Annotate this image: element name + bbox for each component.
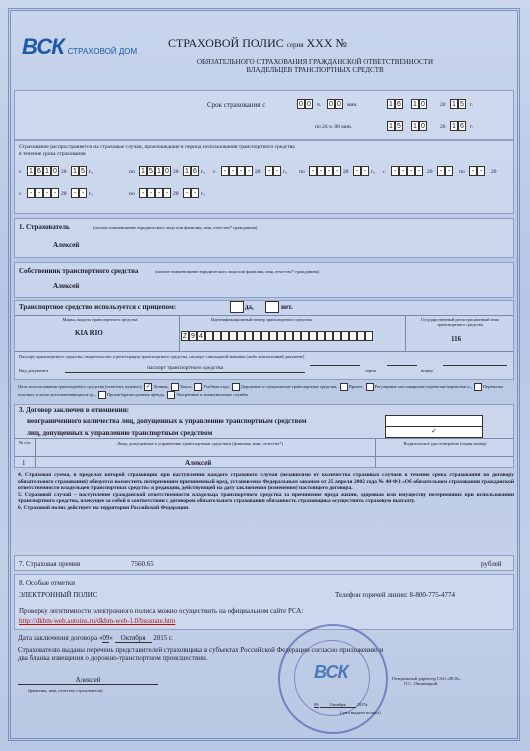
purpose-option: Прочее, bbox=[348, 384, 364, 390]
period3-from-year bbox=[437, 166, 453, 176]
trailer-yes-checkbox[interactable] bbox=[230, 301, 244, 313]
term-minutes bbox=[327, 99, 343, 109]
period-text bbox=[19, 144, 499, 157]
digit: - bbox=[221, 166, 229, 176]
period1-from-year bbox=[71, 166, 87, 176]
period3-to bbox=[469, 166, 485, 176]
term-5: 5. Страховой случай – наступление гражданской ответственности владельца транспортного средства за причинение вреда жизни, здоровью или имуществу потерпевших при использовании транспортного средства, влекущее за собой в соответствии с договором обязательного страхования обязанность страховщика осуществить страховую выплату. bbox=[18, 491, 514, 504]
term-end-label: по 24 ч. 00 мин. bbox=[315, 124, 353, 130]
policy-subtitle bbox=[170, 58, 460, 74]
purpose-checkbox[interactable] bbox=[232, 383, 240, 391]
owner-section bbox=[14, 262, 514, 298]
series-value: ХХХ bbox=[306, 36, 333, 50]
period4-to-year bbox=[183, 188, 199, 198]
signing-text: Страхователю выданы перечень представителей страховщика в субъектах Российской Федерации согласно приложению и два бланка извещения о дорожно-транспортном происшествии. bbox=[18, 646, 384, 662]
period4-from-year bbox=[71, 188, 87, 198]
digit: - bbox=[407, 166, 415, 176]
owner-name: Алексей bbox=[53, 282, 80, 290]
reg-label: Государственный регистрационный знак транспортного средства bbox=[420, 317, 500, 327]
col-no-header: № п/п bbox=[19, 440, 31, 445]
issue-year: 2015г. bbox=[356, 702, 369, 707]
col-license-header: Водительское удостоверение (серия номер) bbox=[403, 441, 487, 446]
issue-month: Октября bbox=[320, 702, 356, 708]
digit: 0 bbox=[163, 166, 171, 176]
year-suffix: г., bbox=[89, 169, 94, 175]
digit: - bbox=[415, 166, 423, 176]
doc-number-label: номер bbox=[421, 368, 433, 373]
purpose-checkbox[interactable] bbox=[474, 383, 482, 391]
date-label: Дата заключения договора « bbox=[18, 634, 103, 642]
notes-label: 8. Особые отметки bbox=[19, 579, 75, 587]
drivers-limited: лиц, допущенных к управлению транспортным средством bbox=[27, 429, 213, 437]
digit: - bbox=[245, 166, 253, 176]
year-prefix: 20 bbox=[440, 102, 446, 108]
policy-title bbox=[168, 36, 347, 51]
signer-name: Алексей bbox=[18, 676, 158, 685]
owner-hint: (полное наименование юридического лица или фамилия, имя, отчество* гражданина) bbox=[155, 269, 320, 274]
digit: 6 bbox=[458, 121, 466, 131]
doc-type-label: Вид документа bbox=[19, 368, 48, 373]
title-text: СТРАХОВОЙ ПОЛИС bbox=[168, 36, 284, 50]
period1-to-year bbox=[183, 166, 199, 176]
term-hours bbox=[297, 99, 313, 109]
digit: - bbox=[71, 188, 79, 198]
period1-to bbox=[139, 166, 171, 176]
issue-date bbox=[314, 702, 368, 707]
trailer-label: Транспортное средство используется с прицепом: bbox=[19, 303, 177, 311]
digit: - bbox=[191, 188, 199, 198]
purpose-option: Учебная езда, bbox=[203, 384, 230, 390]
contract-date: Дата заключения договора «09» Октября 2015 г. bbox=[18, 634, 173, 642]
stamp bbox=[278, 624, 388, 734]
digit: - bbox=[469, 166, 477, 176]
premium-value: 7560.65 bbox=[131, 560, 154, 568]
purpose-option: Экстренные и коммунальные службы. bbox=[175, 392, 249, 398]
vin-char: 9 bbox=[189, 331, 197, 341]
year-suffix: г., bbox=[283, 169, 288, 175]
purpose-option: Прокат/краткосрочная аренда, bbox=[106, 392, 165, 398]
digit: 1 bbox=[155, 166, 163, 176]
digit: 5 bbox=[458, 99, 466, 109]
digit: - bbox=[391, 166, 399, 176]
trailer-no-checkbox[interactable] bbox=[265, 301, 279, 313]
purpose-option: Перевозка опасных и легко воспламеняющихся гр., bbox=[18, 384, 503, 398]
from-label: с bbox=[19, 169, 22, 175]
subtitle-line-2: ВЛАДЕЛЬЦЕВ ТРАНСПОРТНЫХ СРЕДСТВ bbox=[246, 66, 384, 74]
hotline-text: Телефон горячей линии: 8-800-775-4774 bbox=[335, 591, 456, 599]
digit: - bbox=[237, 166, 245, 176]
to-label: по bbox=[129, 191, 135, 197]
digit: 0 bbox=[297, 99, 305, 109]
digit: 1 bbox=[43, 166, 51, 176]
purpose-checkbox[interactable] bbox=[98, 391, 106, 399]
year-suffix: г., bbox=[89, 191, 94, 197]
rsa-link[interactable]: http://dkbm-web.autoins.ru/dkbm-web-1.0/bsostate.htm bbox=[19, 617, 176, 625]
purpose-label: Цель использования транспортного средства (отметить нужное): bbox=[18, 384, 143, 390]
digit: 1 bbox=[71, 166, 79, 176]
digit: 0 bbox=[419, 99, 427, 109]
purpose-checkbox[interactable]: ✓ bbox=[145, 384, 151, 390]
digit: 1 bbox=[450, 121, 458, 131]
hours-label: ч. bbox=[317, 102, 322, 108]
term-end-year bbox=[450, 121, 466, 131]
period4-to bbox=[139, 188, 171, 198]
drivers-unlimited: неограниченного количества лиц, допущенных к управлению транспортным средством bbox=[27, 417, 307, 425]
director-block bbox=[392, 676, 461, 686]
vehicle-model: KIA RIO bbox=[75, 329, 103, 337]
digit: 0 bbox=[327, 99, 335, 109]
digit: - bbox=[163, 188, 171, 198]
vehicle-section bbox=[14, 300, 514, 380]
digit: 6 bbox=[191, 166, 199, 176]
date-day: 09 bbox=[102, 634, 110, 642]
vehicle-reg: 116 bbox=[451, 335, 462, 343]
year-suffix: г. bbox=[470, 102, 474, 108]
digit: - bbox=[273, 166, 281, 176]
digit: - bbox=[477, 166, 485, 176]
insurer-name: Алексей bbox=[53, 241, 80, 249]
digit: 6 bbox=[35, 166, 43, 176]
logo bbox=[22, 34, 137, 60]
owner-label: Собственник транспортного средства bbox=[19, 267, 139, 275]
digit: - bbox=[309, 166, 317, 176]
digit: - bbox=[333, 166, 341, 176]
from-label: с bbox=[383, 169, 386, 175]
col-name-header: Лица, допущенные к управлению транспортным средством (фамилия, имя, отчество*) bbox=[117, 441, 283, 446]
year-prefix: 20 bbox=[61, 169, 67, 175]
period4-from bbox=[27, 188, 59, 198]
period1-from bbox=[27, 166, 59, 176]
series-label: серия bbox=[286, 41, 304, 49]
year-prefix: 20 bbox=[61, 191, 67, 197]
purpose-checkbox[interactable] bbox=[171, 383, 179, 391]
digit: - bbox=[265, 166, 273, 176]
digit: - bbox=[353, 166, 361, 176]
digit: 1 bbox=[450, 99, 458, 109]
digit: - bbox=[325, 166, 333, 176]
purpose-option: Дорожные и специальные транспортные средства, bbox=[240, 384, 338, 390]
logo-subtext: СТРАХОВОЙ ДОМ bbox=[67, 47, 138, 56]
purpose-checkbox[interactable] bbox=[167, 391, 175, 399]
period-text-1: Страхование распространяется на страховые случаи, произошедшие в период использования транспортного средства bbox=[19, 144, 295, 150]
subtitle-line-1: ОБЯЗАТЕЛЬНОГО СТРАХОВАНИЯ ГРАЖДАНСКОЙ ОТВЕТСТВЕННОСТИ bbox=[196, 58, 433, 66]
vin-char: Z bbox=[182, 333, 188, 340]
year-prefix: 20 bbox=[255, 169, 261, 175]
date-year: 2015 г. bbox=[153, 634, 173, 642]
digit: - bbox=[361, 166, 369, 176]
limited-checkbox[interactable]: ✓ bbox=[385, 426, 483, 438]
insurer-hint: (полное наименование юридического лица или фамилия, имя, отчество* гражданина) bbox=[93, 225, 258, 230]
period2-to-year bbox=[353, 166, 369, 176]
director-name: О.С. Овсяницкий bbox=[404, 681, 438, 686]
doc-series-field bbox=[310, 365, 360, 366]
from-label: с bbox=[213, 169, 216, 175]
doc-number-field bbox=[443, 365, 507, 366]
digit: 1 bbox=[411, 99, 419, 109]
period2-to bbox=[309, 166, 341, 176]
year-prefix: 20 bbox=[343, 169, 349, 175]
digit: 1 bbox=[27, 166, 35, 176]
year-prefix: 20 bbox=[427, 169, 433, 175]
purpose-checkbox[interactable] bbox=[194, 383, 202, 391]
usage-period-section bbox=[14, 140, 514, 214]
insurer-section bbox=[14, 218, 514, 258]
logo-text: ВСК bbox=[22, 34, 64, 59]
date-month: Октября bbox=[115, 634, 152, 643]
period3-from bbox=[391, 166, 423, 176]
digit: - bbox=[79, 188, 87, 198]
vin-char: 4 bbox=[197, 331, 205, 341]
check-text: Проверку легитимности электронного полиса можно осуществить на официальном сайте РСА: bbox=[19, 607, 304, 615]
digit: 0 bbox=[335, 99, 343, 109]
to-label: по bbox=[129, 169, 135, 175]
purpose-section bbox=[18, 383, 514, 399]
digit: 0 bbox=[305, 99, 313, 109]
digit: 1 bbox=[387, 99, 395, 109]
year-prefix: 20 bbox=[491, 169, 497, 175]
number-label: № bbox=[335, 36, 347, 50]
year-prefix: 20 bbox=[173, 191, 179, 197]
digit: - bbox=[445, 166, 453, 176]
digit: - bbox=[51, 188, 59, 198]
doc-label: Паспорт транспортного средства, свидетельство о регистрации транспортного средства, паспорт самоходной машины (либо аналогичный документ) bbox=[19, 354, 305, 359]
to-label: по bbox=[299, 169, 305, 175]
digit: - bbox=[399, 166, 407, 176]
year-prefix: 20 bbox=[440, 124, 446, 130]
terms-text bbox=[18, 472, 514, 511]
digit: - bbox=[27, 188, 35, 198]
digit: 5 bbox=[147, 166, 155, 176]
epolis-label: ЭЛЕКТРОННЫЙ ПОЛИС bbox=[19, 591, 98, 599]
trailer-no-label: нет. bbox=[281, 303, 293, 311]
purpose-checkbox[interactable] bbox=[366, 383, 374, 391]
term-start-year bbox=[450, 99, 466, 109]
digit: - bbox=[229, 166, 237, 176]
driver-row-no: 1 bbox=[22, 459, 26, 467]
digit: 5 bbox=[79, 166, 87, 176]
term-label: Срок страхования с bbox=[207, 101, 266, 109]
purpose-option: Регулярные пассажирские перевозки/перевозки п., bbox=[374, 384, 472, 390]
premium-label: 7. Страховая премия bbox=[19, 560, 81, 568]
term-6: 6. Страховой полис действует на территории Российской Федерации. bbox=[18, 504, 190, 511]
digit: 1 bbox=[183, 166, 191, 176]
digit: - bbox=[155, 188, 163, 198]
doc-number-spacer bbox=[387, 365, 417, 366]
term-end-date bbox=[387, 121, 427, 131]
year-suffix: г., bbox=[371, 169, 376, 175]
vin-label: Идентификационный номер транспортного средства bbox=[211, 317, 312, 322]
premium-section bbox=[14, 555, 514, 571]
digit: - bbox=[317, 166, 325, 176]
stamp-logo: ВСК bbox=[314, 662, 348, 682]
drivers-label: 3. Договор заключен в отношении: bbox=[19, 406, 130, 414]
doc-type: паспорт транспортного средства bbox=[65, 365, 305, 373]
signer-hint: (фамилия, имя, отчество страхователя) bbox=[28, 688, 103, 693]
minutes-label: мин. bbox=[347, 102, 358, 108]
purpose-option: Такси, bbox=[179, 384, 192, 390]
period2-from bbox=[221, 166, 253, 176]
year-prefix: 20 bbox=[173, 169, 179, 175]
to-label: по bbox=[459, 169, 465, 175]
digit: 0 bbox=[51, 166, 59, 176]
year-suffix: г., bbox=[201, 169, 206, 175]
trailer-yes-label: да, bbox=[245, 303, 254, 311]
purpose-checkbox[interactable] bbox=[340, 383, 348, 391]
period2-from-year bbox=[265, 166, 281, 176]
driver-row-name: Алексей bbox=[185, 459, 212, 467]
digit: 6 bbox=[395, 99, 403, 109]
insurer-label: 1. Страхователь bbox=[19, 223, 70, 231]
digit: - bbox=[183, 188, 191, 198]
digit: 1 bbox=[387, 121, 395, 131]
notes-section bbox=[14, 574, 514, 630]
term-start-date bbox=[387, 99, 427, 109]
issue-hint: (дата выдачи полиса) bbox=[340, 710, 381, 715]
digit: - bbox=[139, 188, 147, 198]
digit: - bbox=[43, 188, 51, 198]
term-section bbox=[14, 90, 514, 140]
digit: 1 bbox=[411, 121, 419, 131]
digit: - bbox=[35, 188, 43, 198]
drivers-section bbox=[14, 404, 514, 468]
issue-day: 09 bbox=[314, 702, 319, 707]
from-label: с bbox=[19, 191, 22, 197]
director-title: Генеральный директор САО «ВСК» bbox=[392, 676, 461, 681]
digit: 5 bbox=[395, 121, 403, 131]
vin-cells bbox=[181, 331, 373, 341]
model-label: Марка, модель транспортного средства bbox=[62, 317, 138, 322]
digit: - bbox=[147, 188, 155, 198]
digit: 1 bbox=[139, 166, 147, 176]
digit: 0 bbox=[419, 121, 427, 131]
term-4: 4. Страховая сумма, в пределах которой страховщик при наступлении каждого страхового случая (независимо от количества страховых случаев в течение срока страхования по договору обязательного страхования) обязуется возместить потерпевшим причиненный вред, установлена Федеральным законом от 25 апреля 2002 года № 40-ФЗ «Об обязательном страховании гражданской ответственности владельцев транспортных средств» в редакции, действующей на дату заключения (изменения) настоящего договора. bbox=[18, 472, 514, 491]
doc-series-label: серия bbox=[365, 368, 376, 373]
digit: - bbox=[437, 166, 445, 176]
purpose-option: Личная, bbox=[153, 384, 169, 390]
period-text-2: в течение срока страхования bbox=[19, 150, 86, 157]
year-suffix: г. bbox=[470, 124, 474, 130]
premium-currency: рублей bbox=[481, 560, 502, 568]
year-suffix: г., bbox=[201, 191, 206, 197]
